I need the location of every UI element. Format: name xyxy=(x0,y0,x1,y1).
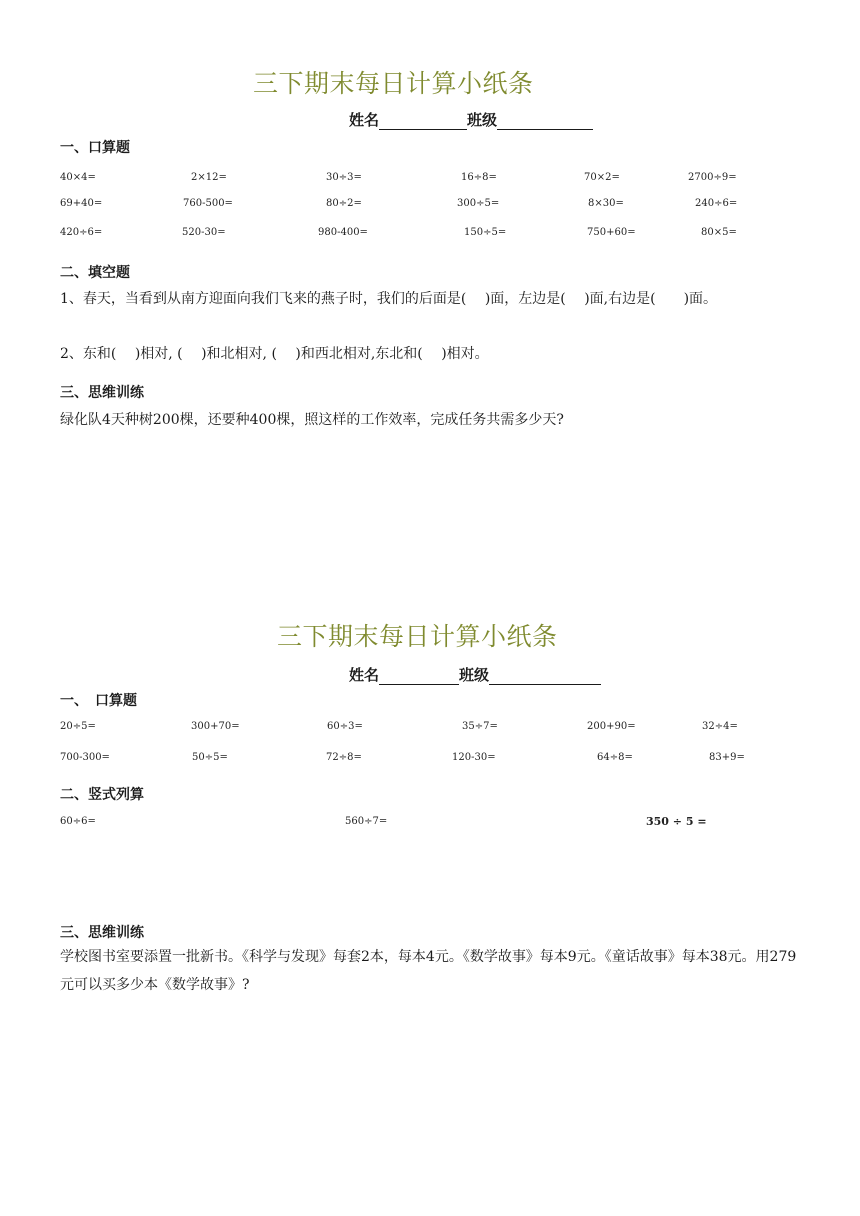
oral-problem: 980-400= xyxy=(318,227,368,238)
sheet2-section1-heading: 一、 口算题 xyxy=(60,693,137,709)
name-blank[interactable] xyxy=(379,113,467,130)
oral-problem: 16÷8= xyxy=(461,172,497,183)
oral-problem: 120-30= xyxy=(452,752,496,763)
oral-problem: 240÷6= xyxy=(695,198,738,209)
oral-problem: 83+9= xyxy=(709,752,745,763)
oral-problem: 30÷3= xyxy=(326,172,362,183)
oral-problem: 72÷8= xyxy=(326,752,362,763)
class-label: 班级 xyxy=(459,666,490,684)
oral-problem: 50÷5= xyxy=(192,752,228,763)
oral-problem: 520-30= xyxy=(182,227,226,238)
name-blank[interactable] xyxy=(379,668,459,685)
oral-problem: 700-300= xyxy=(60,752,110,763)
oral-problem: 64÷8= xyxy=(597,752,633,763)
oral-problem: 420÷6= xyxy=(60,227,103,238)
name-label: 姓名 xyxy=(349,111,380,129)
sheet1-section1-heading: 一、口算题 xyxy=(60,140,130,156)
class-label: 班级 xyxy=(467,111,498,129)
name-label: 姓名 xyxy=(349,666,380,684)
oral-problem: 2700÷9= xyxy=(688,172,737,183)
oral-problem: 150÷5= xyxy=(464,227,507,238)
vertical-problem: 60÷6= xyxy=(60,816,96,827)
sheet1-section3-heading: 三、思维训练 xyxy=(60,385,144,401)
thinking-question: 学校图书室要添置一批新书。《科学与发现》每套2本，每本4元。《数学故事》每本9元。《童话故事》每本38元。用279元可以买多少本《数学故事》? xyxy=(60,949,797,993)
oral-problem: 80×5= xyxy=(701,227,737,238)
oral-problem: 8×30= xyxy=(588,198,624,209)
oral-problem: 80÷2= xyxy=(326,198,362,209)
class-blank[interactable] xyxy=(489,668,601,685)
vertical-problem: 350 ÷ 5 = xyxy=(646,815,707,828)
oral-problem: 69+40= xyxy=(60,198,103,209)
oral-problem: 32÷4= xyxy=(702,721,738,732)
oral-problem: 760-500= xyxy=(183,198,233,209)
oral-problem: 300÷5= xyxy=(457,198,500,209)
sheet1-section2-heading: 二、填空题 xyxy=(60,265,130,281)
oral-problem: 35÷7= xyxy=(462,721,498,732)
sheet2-title: 三下期末每日计算小纸条 xyxy=(277,622,558,651)
oral-problem: 60÷3= xyxy=(327,721,363,732)
oral-problem: 20÷5= xyxy=(60,721,96,732)
oral-problem: 200+90= xyxy=(587,721,636,732)
fill-question-2: 2、东和( )相对, ( )和北相对, ( )和西北相对,东北和( )相对。 xyxy=(60,346,489,362)
sheet1-name-class-line xyxy=(349,109,593,130)
oral-problem: 40×4= xyxy=(60,172,96,183)
thinking-question: 绿化队4天种树200棵，还要种400棵，照这样的工作效率，完成任务共需多少天? xyxy=(60,412,564,428)
sheet1-title: 三下期末每日计算小纸条 xyxy=(253,69,534,98)
sheet2-name-class-line xyxy=(349,664,601,685)
sheet2-section3-heading: 三、思维训练 xyxy=(60,925,144,941)
vertical-problem: 560÷7= xyxy=(345,816,388,827)
oral-problem: 70×2= xyxy=(584,172,620,183)
fill-question-1: 1、春天，当看到从南方迎面向我们飞来的燕子时，我们的后面是( )面，左边是( )面,右边是( )面。 xyxy=(60,291,718,307)
oral-problem: 2×12= xyxy=(191,172,227,183)
class-blank[interactable] xyxy=(497,113,593,130)
oral-problem: 750+60= xyxy=(587,227,636,238)
oral-problem: 300+70= xyxy=(191,721,240,732)
sheet2-section2-heading: 二、竖式列算 xyxy=(60,787,144,803)
